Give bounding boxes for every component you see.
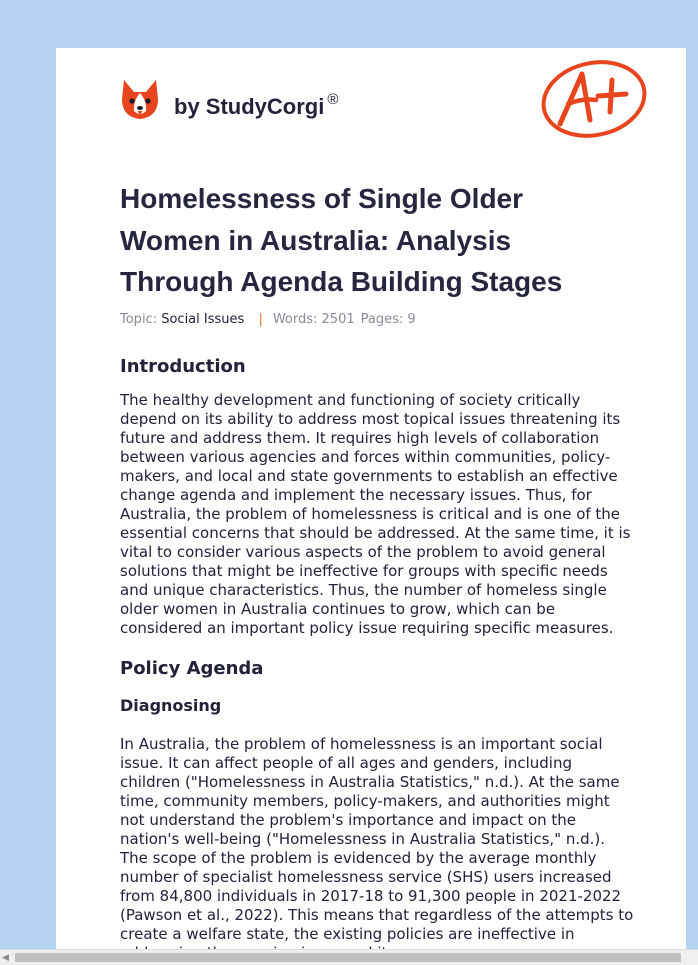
diagnosing-heading: Diagnosing: [120, 696, 222, 715]
scrollbar-thumb[interactable]: [15, 953, 681, 962]
registered-mark: ®: [327, 91, 339, 108]
introduction-heading: Introduction: [120, 356, 246, 377]
corgi-icon: [120, 77, 160, 123]
studycorgi-logo[interactable]: [120, 75, 160, 125]
brand-text: by StudyCorgi: [174, 94, 325, 119]
policy-agenda-heading: Policy Agenda: [120, 658, 264, 679]
brand-name[interactable]: [174, 91, 339, 120]
page-count: Pages: 9: [360, 312, 416, 327]
horizontal-scrollbar[interactable]: [0, 949, 698, 965]
topic-link[interactable]: Social Issues: [161, 312, 245, 327]
topic-label: Topic:: [120, 312, 158, 327]
document-meta: [120, 312, 416, 327]
grade-badge-icon: [538, 58, 650, 142]
introduction-paragraph: The healthy development and functioning of society critically depend on its ability to address most topical issues threatening its future and address them. It requires high levels of collaboration between various agencies and forces within communities, policy-makers, and local and state governments to establish an effective change agenda and implement the necessary issues. Thus, for Australia, the problem of homelessness is critical and is one of the essential concerns that should be addressed. At the same time, it is vital to consider various aspects of the problem to avoid general solutions that might be ineffective for groups with specific needs and unique characteristics. Thus, the number of homeless single older women in Australia continues to grow, which can be considered an important policy issue requiring specific measures.: [120, 391, 631, 637]
document-title: Homelessness of Single Older Women in Australia: Analysis Through Agenda Building Stages: [120, 183, 563, 297]
diagnosing-paragraph: In Australia, the problem of homelessness is an important social issue. It can affect people of all ages and genders, including children ("Homelessness in Australia Statistics," n.d.). At the same time, community members, policy-makers, and authorities might not understand the problem's importance and impact on the nation's well-being ("Homelessness in Australia Statistics," n.d.). The scope of the problem is evidenced by the average monthly number of specialist homelessness service (SHS) users increased from 84,800 individuals in 2017-18 to 91,300 people in 2021-2022 (Pawson et al., 2022). This means that regardless of the attempts to create a welfare state, the existing policies are ineffective in: [120, 735, 634, 943]
document-page: [56, 48, 686, 950]
word-count: Words: 2501: [272, 312, 355, 327]
scroll-left-icon[interactable]: ◀: [2, 953, 9, 963]
meta-separator: |: [258, 312, 263, 327]
